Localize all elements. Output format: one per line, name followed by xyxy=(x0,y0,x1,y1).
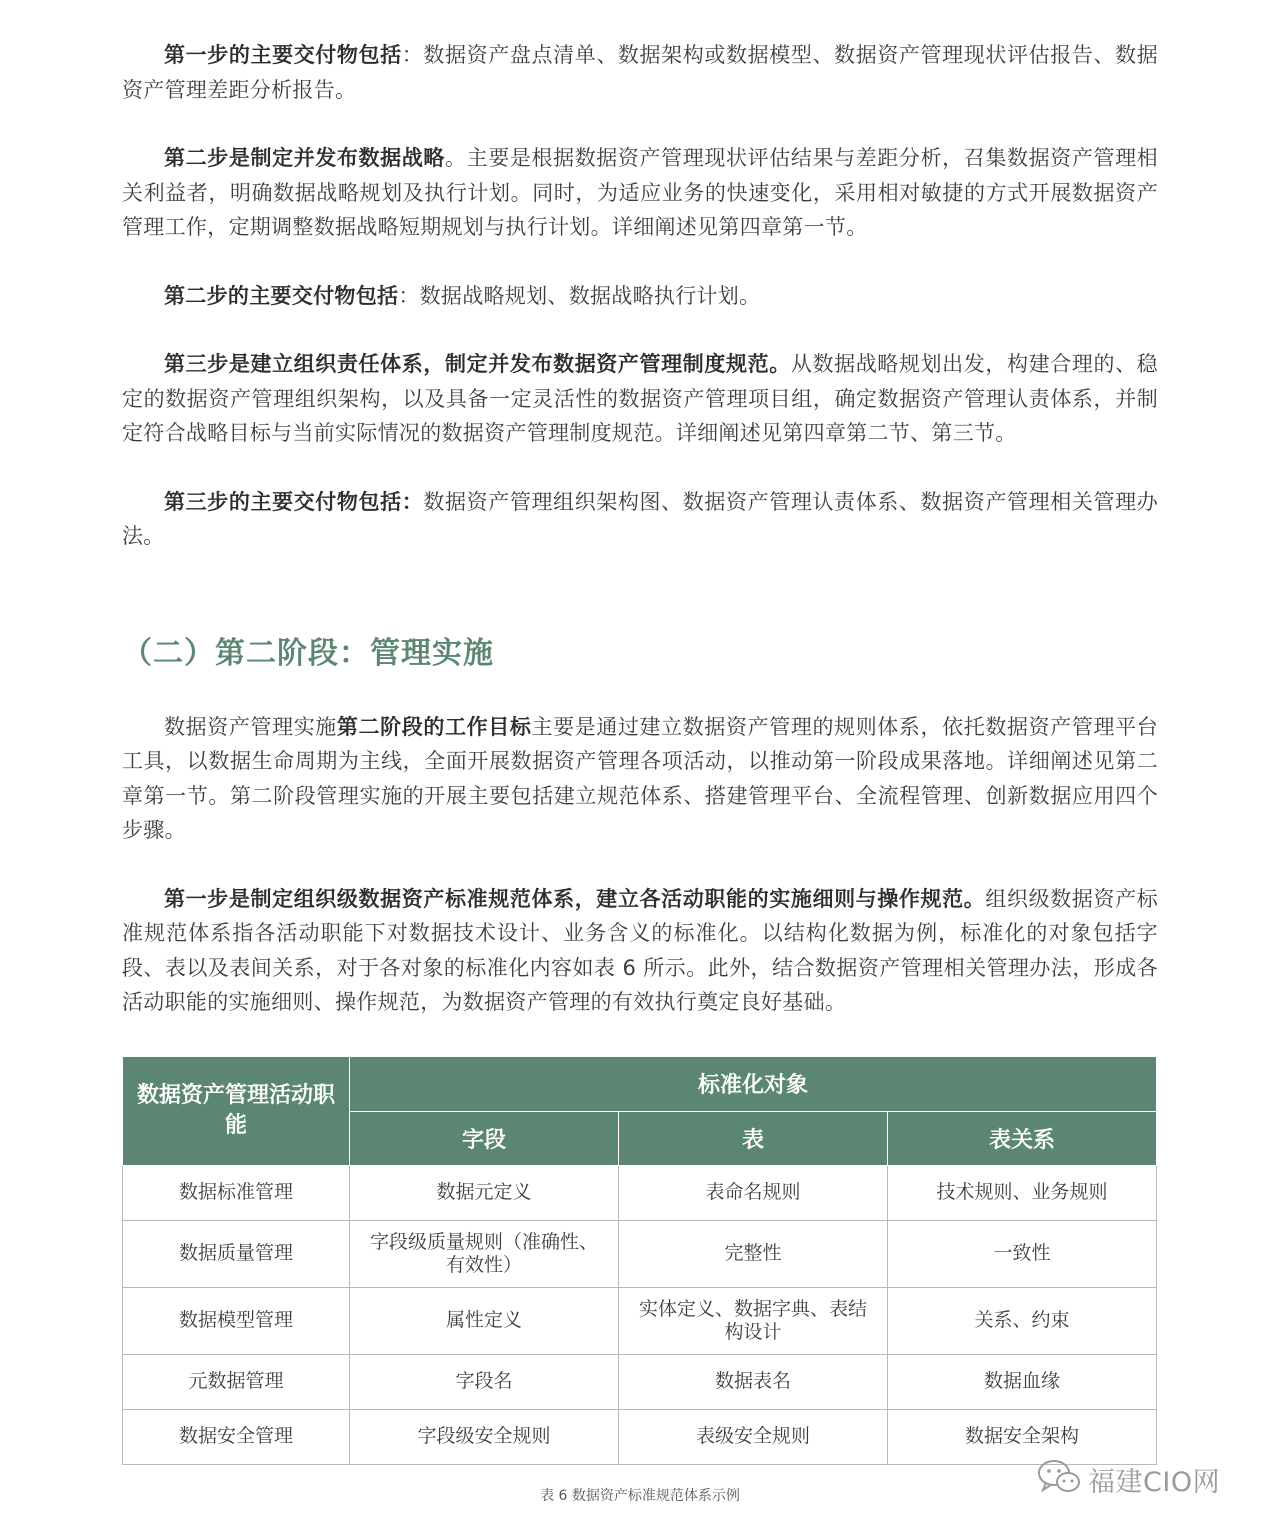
cell-table: 表级安全规则 xyxy=(619,1409,888,1464)
cell-relation: 一致性 xyxy=(888,1220,1157,1287)
cell-relation: 数据安全架构 xyxy=(888,1409,1157,1464)
paragraph: 第三步的主要交付物包括：数据资产管理组织架构图、数据资产管理认责体系、数据资产管理相关管理办法。 xyxy=(122,489,1158,548)
cell-field: 属性定义 xyxy=(350,1287,619,1354)
section-title: （二）第二阶段：管理实施 xyxy=(122,635,494,671)
cell-function: 数据模型管理 xyxy=(123,1287,350,1354)
paragraph: 第二步的主要交付物包括：数据战略规划、数据战略执行计划。 xyxy=(164,283,761,308)
cell-function: 数据安全管理 xyxy=(123,1409,350,1464)
table-row xyxy=(123,1409,1157,1464)
table-row xyxy=(123,1220,1157,1287)
cell-function: 数据标准管理 xyxy=(123,1165,350,1220)
header-function: 数据资产管理活动职能 xyxy=(123,1056,350,1165)
table-row xyxy=(123,1354,1157,1409)
paragraph: 第二步是制定并发布数据战略。主要是根据数据资产管理现状评估结果与差距分析，召集数据资产管理相关利益者，明确数据战略规划及执行计划。同时，为适应业务的快速变化，采用相对敏捷的方式开展数据资产管理工作，定期调整数据战略短期规划与执行计划。详细阐述见第四章第一节。 xyxy=(122,146,1158,239)
cell-field: 字段级质量规则（准确性、有效性） xyxy=(350,1220,619,1287)
cell-field: 字段名 xyxy=(350,1354,619,1409)
paragraph: 数据资产管理实施第二阶段的工作目标主要是通过建立数据资产管理的规则体系，依托数据资产管理平台工具，以数据生命周期为主线，全面开展数据资产管理各项活动，以推动第一阶段成果落地。详细阐述见第二章第一节。第二阶段管理实施的开展主要包括建立规范体系、搭建管理平台、全流程管理、创新数据应用四个步骤。 xyxy=(122,714,1158,842)
paragraphs-top xyxy=(122,38,1158,554)
wechat-icon xyxy=(1036,1457,1082,1501)
table-row xyxy=(123,1165,1157,1220)
table-caption: 表 6 数据资产标准规范体系示例 xyxy=(540,1487,740,1504)
header-field: 字段 xyxy=(350,1111,619,1165)
cell-table: 表命名规则 xyxy=(619,1165,888,1220)
watermark xyxy=(1036,1454,1266,1504)
standards-table xyxy=(122,1056,1157,1465)
header-table: 表 xyxy=(619,1111,888,1165)
cell-relation: 关系、约束 xyxy=(888,1287,1157,1354)
paragraph: 第三步是建立组织责任体系，制定并发布数据资产管理制度规范。从数据战略规划出发，构建合理的、稳定的数据资产管理组织架构，以及具备一定灵活性的数据资产管理项目组，确定数据资产管理认责体系，并制定符合战略目标与当前实际情况的数据资产管理制度规范。详细阐述见第四章第二节、第三节。 xyxy=(122,352,1158,445)
cell-relation: 数据血缘 xyxy=(888,1354,1157,1409)
cell-table: 数据表名 xyxy=(619,1354,888,1409)
header-objects: 标准化对象 xyxy=(350,1056,1157,1111)
paragraphs-section xyxy=(122,710,1158,1020)
cell-field: 字段级安全规则 xyxy=(350,1409,619,1464)
paragraph: 第一步是制定组织级数据资产标准规范体系，建立各活动职能的实施细则与操作规范。组织级数据资产标准规范体系指各活动职能下对数据技术设计、业务含义的标准化。以结构化数据为例，标准化的对象包括字段、表以及表间关系，对于各对象的标准化内容如表 6 所示。此外，结合数据资产管理相关管理办法，形成各活动职能的实施细则、操作规范，为数据资产管理的有效执行奠定良好基础。 xyxy=(122,886,1158,1014)
cell-function: 数据质量管理 xyxy=(123,1220,350,1287)
cell-relation: 技术规则、业务规则 xyxy=(888,1165,1157,1220)
watermark-text: 福建CIO网 xyxy=(1088,1466,1221,1498)
cell-function: 元数据管理 xyxy=(123,1354,350,1409)
cell-table: 完整性 xyxy=(619,1220,888,1287)
cell-table: 实体定义、数据字典、表结构设计 xyxy=(619,1287,888,1354)
header-relation: 表关系 xyxy=(888,1111,1157,1165)
table-row xyxy=(123,1287,1157,1354)
document-body xyxy=(122,38,1158,1505)
paragraph: 第一步的主要交付物包括：数据资产盘点清单、数据架构或数据模型、数据资产管理现状评估报告、数据资产管理差距分析报告。 xyxy=(122,43,1158,102)
cell-field: 数据元定义 xyxy=(350,1165,619,1220)
